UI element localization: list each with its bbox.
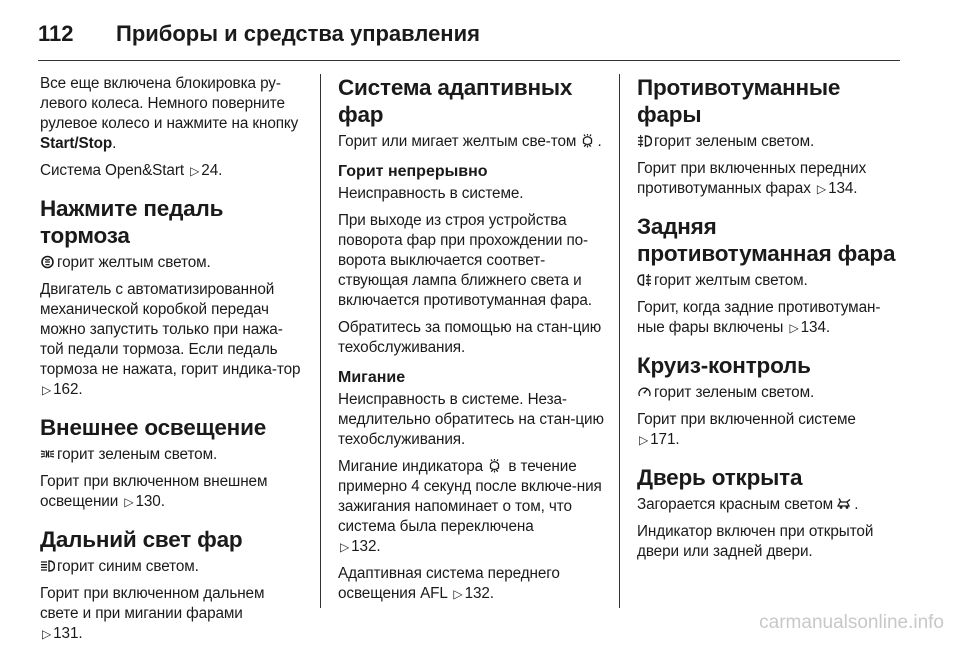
text: Горит при включенном внешнем освещении <box>40 473 268 510</box>
page-ref: 24. <box>201 162 223 179</box>
paragraph <box>40 74 302 154</box>
text: Горит при включенном дальнем свете и при мигании фарами <box>40 585 265 622</box>
page-ref-arrow-icon: ▷ <box>124 495 134 509</box>
page-ref: 131. <box>53 625 83 642</box>
text: Двигатель с автоматизированной механической коробкой передач можно запустить только при нажа-той педали тормоза. Если педаль тормоза не нажата, горит индика-тор <box>40 281 301 378</box>
paragraph <box>637 410 907 450</box>
paragraph <box>40 584 302 644</box>
paragraph <box>40 280 302 400</box>
front-fog-light-icon <box>637 134 652 148</box>
page-ref: 130. <box>135 493 165 510</box>
subheading-continuous: Горит непрерывно <box>338 163 488 180</box>
column-2 <box>338 74 604 611</box>
page-ref-arrow-icon: ▷ <box>42 627 52 641</box>
page-title: Приборы и средства управления <box>116 21 480 46</box>
text: Горит при включенных передних противотуманных фарах <box>637 160 867 197</box>
page-ref: 171. <box>650 431 680 448</box>
section-heading-fog-lights: Противотуманные фары <box>637 75 841 127</box>
watermark: carmanualsonline.info <box>759 612 944 633</box>
text: горит зеленым светом. <box>654 384 815 401</box>
column-divider <box>320 74 321 608</box>
column-1 <box>40 74 302 651</box>
subheading-blinking: Мигание <box>338 369 406 386</box>
page-ref: 162. <box>53 381 83 398</box>
paragraph <box>338 457 604 557</box>
text: горит желтым светом. <box>57 254 211 271</box>
paragraph: Индикатор включен при открытой двери или задней двери. <box>637 523 874 560</box>
text: Горит при включенной системе <box>637 411 856 428</box>
rear-fog-light-icon <box>637 273 652 287</box>
cruise-control-icon <box>637 385 652 399</box>
page-ref-arrow-icon: ▷ <box>190 164 200 178</box>
column-divider <box>619 74 620 608</box>
afl-icon <box>487 459 502 473</box>
paragraph: При выходе из строя устройства поворота фар при прохождении по-ворота выключается соответ-ствующая лампа ближнего света и включается противотуманная фара. <box>338 212 592 309</box>
page-ref: 132. <box>464 585 494 602</box>
text: горит зеленым светом. <box>57 446 218 463</box>
page-ref-arrow-icon: ▷ <box>816 182 827 196</box>
text: Мигание индикатора <box>338 458 484 475</box>
paragraph: Неисправность в системе. <box>338 185 524 202</box>
page-ref: 132. <box>351 538 381 555</box>
paragraph <box>40 557 302 577</box>
paragraph <box>637 132 907 152</box>
page-header <box>38 14 922 54</box>
paragraph <box>40 161 302 181</box>
brake-pedal-icon <box>40 255 55 269</box>
text: . <box>112 135 117 152</box>
text: Адаптивная система переднего освещения AFL <box>338 565 560 602</box>
text: . <box>597 133 602 150</box>
start-stop-label: Start/Stop <box>40 135 113 152</box>
text: Горит, когда задние противотуман-ные фары включены <box>637 299 881 336</box>
door-open-icon <box>837 497 852 511</box>
section-heading-afl: Система адаптивных фар <box>338 75 573 127</box>
exterior-light-icon <box>40 447 55 461</box>
paragraph: Неисправность в системе. Неза-медлительно обратитесь на стан-цию техобслуживания. <box>338 391 604 448</box>
section-heading-exterior-light: Внешнее освещение <box>40 415 267 440</box>
paragraph: Обратитесь за помощью на стан-цию техобслуживания. <box>338 319 602 356</box>
page-ref: 134. <box>800 319 830 336</box>
paragraph <box>637 495 907 515</box>
section-heading-cruise-control: Круиз-контроль <box>637 353 811 378</box>
page-ref-arrow-icon: ▷ <box>453 587 463 601</box>
page-ref: 134. <box>828 180 858 197</box>
paragraph <box>338 132 604 152</box>
text: Все еще включена блокировка ру-левого колеса. Немного поверните рулевое колесо и нажмите на кнопку <box>40 75 299 132</box>
section-heading-door-open: Дверь открыта <box>637 465 803 490</box>
text: Загорается красным светом <box>637 496 834 513</box>
text: Система Open&Start <box>40 162 184 179</box>
text: горит синим светом. <box>57 558 199 575</box>
text: Горит или мигает желтым све-том <box>338 133 577 150</box>
page-ref-arrow-icon: ▷ <box>639 433 649 447</box>
text: . <box>854 496 859 513</box>
afl-icon <box>580 134 595 148</box>
paragraph <box>637 159 907 199</box>
page-ref-arrow-icon: ▷ <box>789 321 799 335</box>
paragraph <box>637 298 907 338</box>
text: в течение примерно 4 секунд после включе-ния зажигания напоминает о том, что система была переключена <box>338 458 602 535</box>
page-ref-arrow-icon: ▷ <box>340 540 350 554</box>
section-heading-rear-fog-light: Задняя противотуманная фара <box>637 214 896 266</box>
section-heading-brake: Нажмите педаль тормоза <box>40 196 224 248</box>
paragraph <box>338 564 604 604</box>
paragraph <box>637 383 907 403</box>
paragraph <box>40 472 302 512</box>
column-3 <box>637 74 907 569</box>
header-rule <box>38 60 900 61</box>
paragraph <box>40 253 302 273</box>
text: горит желтым светом. <box>654 272 808 289</box>
section-heading-high-beam: Дальний свет фар <box>40 527 243 552</box>
page-number: 112 <box>38 21 74 46</box>
paragraph <box>637 271 907 291</box>
paragraph <box>40 445 302 465</box>
high-beam-icon <box>40 559 55 573</box>
text: горит зеленым светом. <box>654 133 815 150</box>
page-ref-arrow-icon: ▷ <box>42 383 52 397</box>
